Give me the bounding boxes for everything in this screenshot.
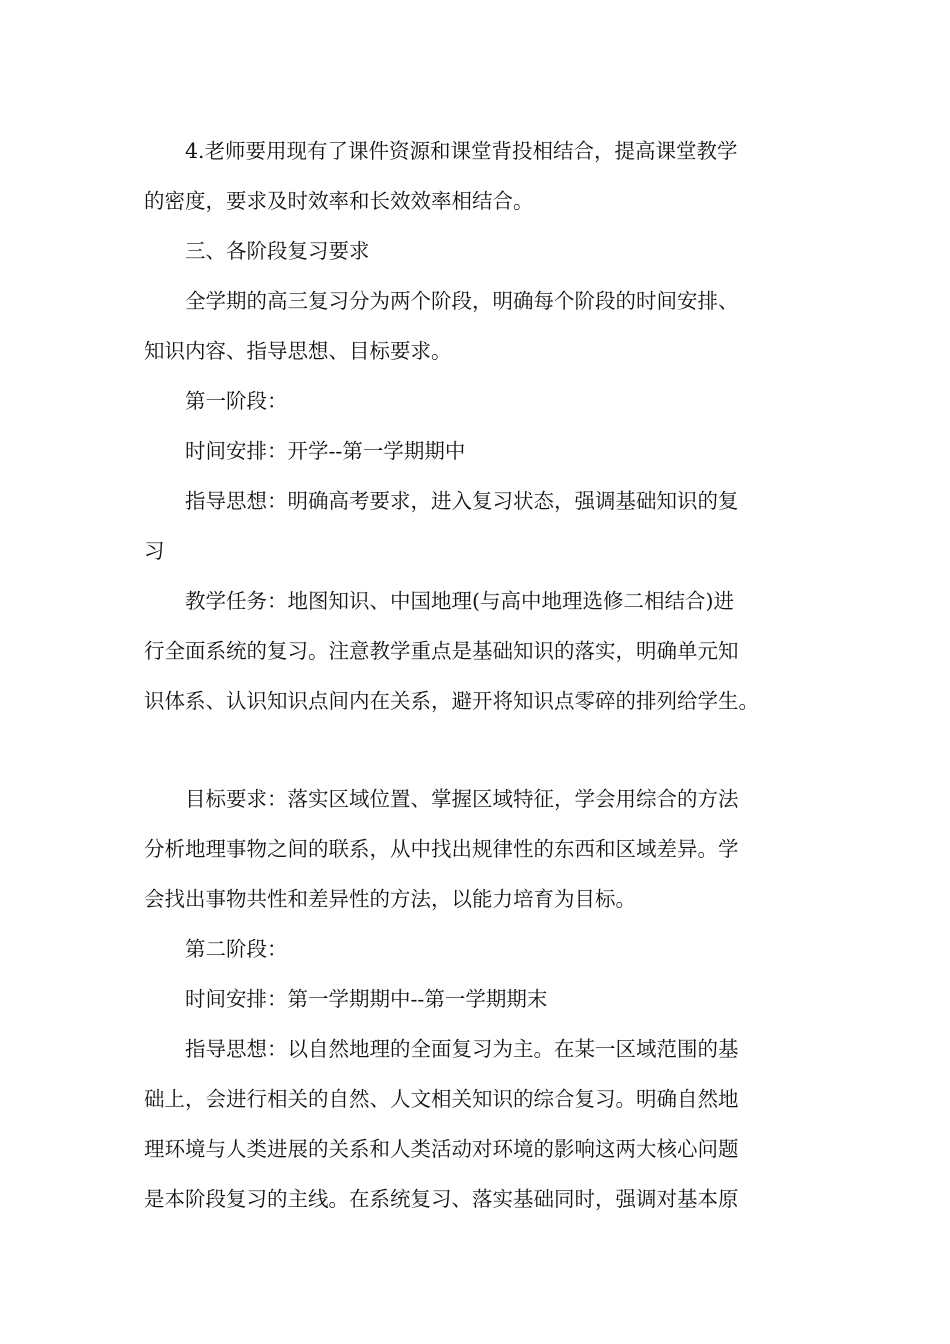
stage-one-goals <box>144 774 816 924</box>
text-line: 是本阶段复习的主线。在系统复习、落实基础同时，强调对基本原 <box>144 1187 739 1211</box>
stage-two-schedule <box>144 974 816 1024</box>
text-line: 习 <box>144 539 165 563</box>
text-line: 理环境与人类进展的关系和人类活动对环境的影响这两大核心问题 <box>144 1137 739 1161</box>
paragraph-teacher-resources <box>144 126 816 226</box>
text-line: 教学任务：地图知识、中国地理(与高中地理选修二相结合)进 <box>144 589 734 613</box>
paragraph-semester-overview <box>144 276 816 376</box>
text-line: 全学期的高三复习分为两个阶段，明确每个阶段的时间安排、 <box>144 289 739 313</box>
text-line: 分析地理事物之间的联系，从中找出规律性的东西和区域差异。学 <box>144 837 739 861</box>
text-line: 行全面系统的复习。注意教学重点是基础知识的落实，明确单元知 <box>144 639 739 663</box>
text-line: 第二阶段： <box>144 937 288 961</box>
stage-one-heading <box>144 376 816 426</box>
stage-two-heading <box>144 924 816 974</box>
stage-one-teaching-tasks <box>144 576 816 726</box>
text-line: 知识内容、指导思想、目标要求。 <box>144 339 452 363</box>
text-line: 时间安排：第一学期期中--第一学期期末 <box>144 987 548 1011</box>
section-heading-stage-requirements <box>144 226 816 276</box>
text-line: 识体系、认识知识点间内在关系，避开将知识点零碎的排列给学生。 <box>144 689 759 713</box>
text-line: 4.老师要用现有了课件资源和课堂背投相结合，提高课堂教学 <box>144 139 738 163</box>
text-line: 的密度，要求及时效率和长效效率相结合。 <box>144 189 534 213</box>
text-line: 指导思想：明确高考要求，进入复习状态，强调基础知识的复 <box>144 489 739 513</box>
text-line: 第一阶段： <box>144 389 288 413</box>
stage-two-guiding-idea <box>144 1024 816 1224</box>
text-line: 时间安排：开学--第一学期期中 <box>144 439 466 463</box>
text-line: 会找出事物共性和差异性的方法，以能力培育为目标。 <box>144 887 636 911</box>
stage-one-guiding-idea <box>144 476 816 576</box>
text-line: 三、各阶段复习要求 <box>144 239 370 263</box>
text-line: 础上，会进行相关的自然、人文相关知识的综合复习。明确自然地 <box>144 1087 739 1111</box>
text-line: 目标要求：落实区域位置、掌握区域特征，学会用综合的方法 <box>144 787 739 811</box>
text-line: 指导思想：以自然地理的全面复习为主。在某一区域范围的基 <box>144 1037 739 1061</box>
stage-one-schedule <box>144 426 816 476</box>
